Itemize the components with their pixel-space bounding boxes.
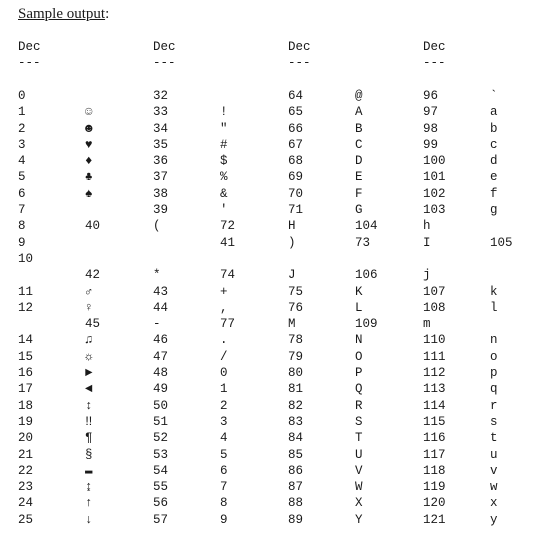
listing-cell-r22-c7: r: [490, 399, 498, 413]
listing-cell-r20-c1: ►: [85, 366, 93, 380]
listing-cell-r10-c4: 71: [288, 203, 304, 217]
listing-cell-r27-c3: 7: [220, 480, 228, 494]
listing-cell-r6-c6: 99: [423, 138, 439, 152]
listing-cell-r17-c2: -: [153, 317, 161, 331]
listing-cell-r12-c7: 105: [490, 236, 513, 250]
listing-cell-r14-c4: J: [288, 268, 296, 282]
listing-cell-r14-c5: 106: [355, 268, 378, 282]
listing-cell-r24-c6: 116: [423, 431, 446, 445]
listing-cell-r28-c3: 8: [220, 496, 228, 510]
listing-cell-r27-c6: 119: [423, 480, 446, 494]
listing-cell-r19-c1: ☼: [85, 350, 93, 364]
listing-cell-r26-c2: 54: [153, 464, 169, 478]
listing-cell-r5-c7: b: [490, 122, 498, 136]
listing-cell-r18-c6: 110: [423, 333, 446, 347]
listing-cell-r16-c6: 108: [423, 301, 446, 315]
listing-cell-r22-c0: 18: [18, 399, 34, 413]
listing-cell-r25-c7: u: [490, 448, 498, 462]
listing-cell-r24-c7: t: [490, 431, 498, 445]
listing-cell-r27-c1: ↨: [85, 480, 93, 494]
listing-cell-r10-c2: 39: [153, 203, 169, 217]
listing-cell-r21-c0: 17: [18, 382, 34, 396]
listing-cell-r29-c5: Y: [355, 513, 363, 527]
listing-cell-r22-c3: 2: [220, 399, 228, 413]
listing-cell-r9-c5: F: [355, 187, 363, 201]
listing-cell-r16-c3: ,: [220, 301, 228, 315]
listing-cell-r27-c2: 55: [153, 480, 169, 494]
listing-cell-r10-c7: g: [490, 203, 498, 217]
listing-cell-r16-c4: 76: [288, 301, 304, 315]
listing-cell-r19-c4: 79: [288, 350, 304, 364]
listing-cell-r29-c4: 89: [288, 513, 304, 527]
listing-cell-r18-c7: n: [490, 333, 498, 347]
listing-cell-r15-c1: ♂: [85, 285, 93, 299]
listing-cell-r4-c7: a: [490, 105, 498, 119]
listing-cell-r28-c2: 56: [153, 496, 169, 510]
listing-cell-r0-c4: Dec: [288, 40, 311, 54]
listing-cell-r14-c3: 74: [220, 268, 236, 282]
listing-cell-r6-c4: 67: [288, 138, 304, 152]
listing-cell-r1-c0: ---: [18, 56, 41, 70]
listing-cell-r14-c1: 42: [85, 268, 101, 282]
listing-cell-r8-c5: E: [355, 170, 363, 184]
listing-cell-r12-c5: 73: [355, 236, 371, 250]
listing-cell-r18-c3: .: [220, 333, 228, 347]
listing-cell-r5-c5: B: [355, 122, 363, 136]
listing-cell-r19-c2: 47: [153, 350, 169, 364]
listing-cell-r19-c5: O: [355, 350, 363, 364]
listing-cell-r8-c6: 101: [423, 170, 446, 184]
listing-cell-r5-c2: 34: [153, 122, 169, 136]
listing-cell-r8-c4: 69: [288, 170, 304, 184]
listing-cell-r3-c7: `: [490, 89, 498, 103]
listing-cell-r18-c0: 14: [18, 333, 34, 347]
listing-cell-r22-c5: R: [355, 399, 363, 413]
listing-cell-r27-c7: w: [490, 480, 498, 494]
listing-cell-r27-c5: W: [355, 480, 363, 494]
listing-cell-r17-c4: M: [288, 317, 296, 331]
listing-cell-r9-c3: &: [220, 187, 228, 201]
listing-cell-r10-c3: ': [220, 203, 228, 217]
listing-cell-r17-c5: 109: [355, 317, 378, 331]
listing-cell-r4-c5: A: [355, 105, 363, 119]
listing-cell-r21-c2: 49: [153, 382, 169, 396]
listing-cell-r23-c4: 83: [288, 415, 304, 429]
listing-cell-r22-c1: ↕: [85, 399, 93, 413]
listing-cell-r25-c5: U: [355, 448, 363, 462]
listing-cell-r5-c0: 2: [18, 122, 26, 136]
listing-cell-r6-c5: C: [355, 138, 363, 152]
listing-cell-r1-c4: ---: [288, 56, 311, 70]
listing-cell-r9-c4: 70: [288, 187, 304, 201]
listing-cell-r21-c3: 1: [220, 382, 228, 396]
listing-cell-r20-c4: 80: [288, 366, 304, 380]
listing-cell-r11-c6: h: [423, 219, 431, 233]
listing-cell-r4-c1: ☺: [85, 105, 93, 119]
listing-cell-r28-c7: x: [490, 496, 498, 510]
listing-cell-r18-c1: ♫: [85, 333, 93, 347]
listing-cell-r29-c0: 25: [18, 513, 34, 527]
listing-cell-r10-c5: G: [355, 203, 363, 217]
listing-cell-r25-c6: 117: [423, 448, 446, 462]
listing-cell-r11-c3: 72: [220, 219, 236, 233]
listing-cell-r15-c3: +: [220, 285, 228, 299]
listing-cell-r21-c5: Q: [355, 382, 363, 396]
listing-cell-r16-c2: 44: [153, 301, 169, 315]
listing-cell-r25-c3: 5: [220, 448, 228, 462]
listing-cell-r23-c1: ‼: [85, 415, 93, 429]
listing-cell-r20-c3: 0: [220, 366, 228, 380]
listing-cell-r9-c7: f: [490, 187, 498, 201]
listing-cell-r26-c7: v: [490, 464, 498, 478]
listing-cell-r19-c3: /: [220, 350, 228, 364]
listing-cell-r15-c2: 43: [153, 285, 169, 299]
listing-cell-r8-c2: 37: [153, 170, 169, 184]
listing-cell-r25-c1: §: [85, 448, 93, 462]
listing-cell-r29-c7: y: [490, 513, 498, 527]
listing-cell-r20-c2: 48: [153, 366, 169, 380]
listing-cell-r24-c1: ¶: [85, 431, 93, 445]
listing-cell-r16-c0: 12: [18, 301, 34, 315]
listing-cell-r11-c2: (: [153, 219, 161, 233]
listing-cell-r11-c4: H: [288, 219, 296, 233]
listing-cell-r7-c6: 100: [423, 154, 446, 168]
listing-cell-r3-c6: 96: [423, 89, 439, 103]
listing-cell-r6-c0: 3: [18, 138, 26, 152]
listing-cell-r10-c0: 7: [18, 203, 26, 217]
listing-cell-r15-c4: 75: [288, 285, 304, 299]
listing-cell-r23-c3: 3: [220, 415, 228, 429]
listing-cell-r22-c6: 114: [423, 399, 446, 413]
listing-cell-r24-c2: 52: [153, 431, 169, 445]
listing-cell-r16-c5: L: [355, 301, 363, 315]
listing-cell-r28-c1: ↑: [85, 496, 93, 510]
listing-cell-r25-c2: 53: [153, 448, 169, 462]
listing-cell-r29-c3: 9: [220, 513, 228, 527]
listing-cell-r24-c5: T: [355, 431, 363, 445]
listing-cell-r12-c3: 41: [220, 236, 236, 250]
listing-cell-r0-c2: Dec: [153, 40, 176, 54]
listing-cell-r19-c7: o: [490, 350, 498, 364]
listing-cell-r7-c5: D: [355, 154, 363, 168]
listing-cell-r26-c6: 118: [423, 464, 446, 478]
listing-cell-r8-c3: %: [220, 170, 228, 184]
listing-cell-r1-c2: ---: [153, 56, 176, 70]
listing-cell-r9-c0: 6: [18, 187, 26, 201]
listing-cell-r23-c5: S: [355, 415, 363, 429]
listing-cell-r15-c6: 107: [423, 285, 446, 299]
listing-cell-r16-c1: ♀: [85, 301, 93, 315]
listing-cell-r17-c6: m: [423, 317, 431, 331]
listing-cell-r4-c2: 33: [153, 105, 169, 119]
listing-cell-r21-c7: q: [490, 382, 498, 396]
listing-cell-r3-c5: @: [355, 89, 363, 103]
listing-cell-r24-c0: 20: [18, 431, 34, 445]
listing-cell-r14-c2: *: [153, 268, 161, 282]
listing-cell-r25-c4: 85: [288, 448, 304, 462]
listing-cell-r26-c5: V: [355, 464, 363, 478]
listing-cell-r29-c6: 121: [423, 513, 446, 527]
listing-cell-r4-c0: 1: [18, 105, 26, 119]
listing-cell-r23-c6: 115: [423, 415, 446, 429]
listing-cell-r26-c0: 22: [18, 464, 34, 478]
listing-cell-r26-c3: 6: [220, 464, 228, 478]
listing-cell-r22-c2: 50: [153, 399, 169, 413]
listing-cell-r18-c5: N: [355, 333, 363, 347]
listing-cell-r12-c0: 9: [18, 236, 26, 250]
listing-cell-r20-c7: p: [490, 366, 498, 380]
sample-output-label: Sample output: [18, 6, 106, 22]
listing-cell-r19-c0: 15: [18, 350, 34, 364]
listing-cell-r26-c4: 86: [288, 464, 304, 478]
listing-cell-r22-c4: 82: [288, 399, 304, 413]
listing-cell-r24-c3: 4: [220, 431, 228, 445]
listing-cell-r11-c0: 8: [18, 219, 26, 233]
listing-cell-r21-c1: ◄: [85, 382, 93, 396]
listing-cell-r15-c5: K: [355, 285, 363, 299]
listing-cell-r23-c2: 51: [153, 415, 169, 429]
listing-cell-r28-c0: 24: [18, 496, 34, 510]
listing-cell-r17-c3: 77: [220, 317, 236, 331]
listing-cell-r19-c6: 111: [423, 350, 446, 364]
listing-cell-r9-c1: ♠: [85, 187, 93, 201]
listing-cell-r4-c6: 97: [423, 105, 439, 119]
listing-cell-r29-c1: ↓: [85, 513, 93, 527]
heading-colon: :: [105, 6, 110, 22]
listing-cell-r8-c1: ♣: [85, 170, 93, 184]
listing-cell-r8-c0: 5: [18, 170, 26, 184]
listing-cell-r16-c7: l: [490, 301, 498, 315]
listing-cell-r3-c0: 0: [18, 89, 26, 103]
listing-cell-r0-c6: Dec: [423, 40, 446, 54]
listing-cell-r3-c2: 32: [153, 89, 169, 103]
listing-cell-r26-c1: ▬: [85, 464, 93, 478]
listing-cell-r1-c6: ---: [423, 56, 446, 70]
listing-cell-r3-c4: 64: [288, 89, 304, 103]
listing-cell-r4-c4: 65: [288, 105, 304, 119]
listing-cell-r12-c6: I: [423, 236, 431, 250]
listing-cell-r18-c2: 46: [153, 333, 169, 347]
listing-cell-r20-c6: 112: [423, 366, 446, 380]
listing-cell-r21-c4: 81: [288, 382, 304, 396]
listing-cell-r28-c4: 88: [288, 496, 304, 510]
listing-cell-r28-c6: 120: [423, 496, 446, 510]
listing-cell-r5-c1: ☻: [85, 122, 93, 136]
listing-cell-r4-c3: !: [220, 105, 228, 119]
listing-cell-r11-c1: 40: [85, 219, 101, 233]
listing-cell-r6-c1: ♥: [85, 138, 93, 152]
listing-cell-r27-c4: 87: [288, 480, 304, 494]
listing-cell-r6-c2: 35: [153, 138, 169, 152]
listing-cell-r18-c4: 78: [288, 333, 304, 347]
listing-cell-r14-c6: j: [423, 268, 431, 282]
listing-cell-r7-c2: 36: [153, 154, 169, 168]
listing-cell-r7-c0: 4: [18, 154, 26, 168]
listing-cell-r25-c0: 21: [18, 448, 34, 462]
listing-cell-r7-c1: ♦: [85, 154, 93, 168]
listing-cell-r7-c7: d: [490, 154, 498, 168]
listing-cell-r13-c0: 10: [18, 252, 34, 266]
listing-cell-r7-c4: 68: [288, 154, 304, 168]
listing-cell-r15-c7: k: [490, 285, 498, 299]
listing-cell-r12-c4: ): [288, 236, 296, 250]
listing-cell-r5-c6: 98: [423, 122, 439, 136]
listing-cell-r11-c5: 104: [355, 219, 378, 233]
listing-cell-r0-c0: Dec: [18, 40, 41, 54]
listing-cell-r10-c6: 103: [423, 203, 446, 217]
listing-cell-r5-c3: ": [220, 122, 228, 136]
listing-cell-r9-c2: 38: [153, 187, 169, 201]
listing-cell-r15-c0: 11: [18, 285, 34, 299]
listing-cell-r5-c4: 66: [288, 122, 304, 136]
listing-cell-r20-c5: P: [355, 366, 363, 380]
listing-cell-r28-c5: X: [355, 496, 363, 510]
listing-cell-r24-c4: 84: [288, 431, 304, 445]
listing-cell-r6-c7: c: [490, 138, 498, 152]
listing-cell-r9-c6: 102: [423, 187, 446, 201]
listing-cell-r29-c2: 57: [153, 513, 169, 527]
listing-cell-r8-c7: e: [490, 170, 498, 184]
listing-cell-r6-c3: #: [220, 138, 228, 152]
listing-cell-r17-c1: 45: [85, 317, 101, 331]
listing-cell-r7-c3: $: [220, 154, 228, 168]
listing-cell-r20-c0: 16: [18, 366, 34, 380]
listing-cell-r21-c6: 113: [423, 382, 446, 396]
listing-cell-r23-c0: 19: [18, 415, 34, 429]
listing-cell-r27-c0: 23: [18, 480, 34, 494]
listing-cell-r23-c7: s: [490, 415, 498, 429]
